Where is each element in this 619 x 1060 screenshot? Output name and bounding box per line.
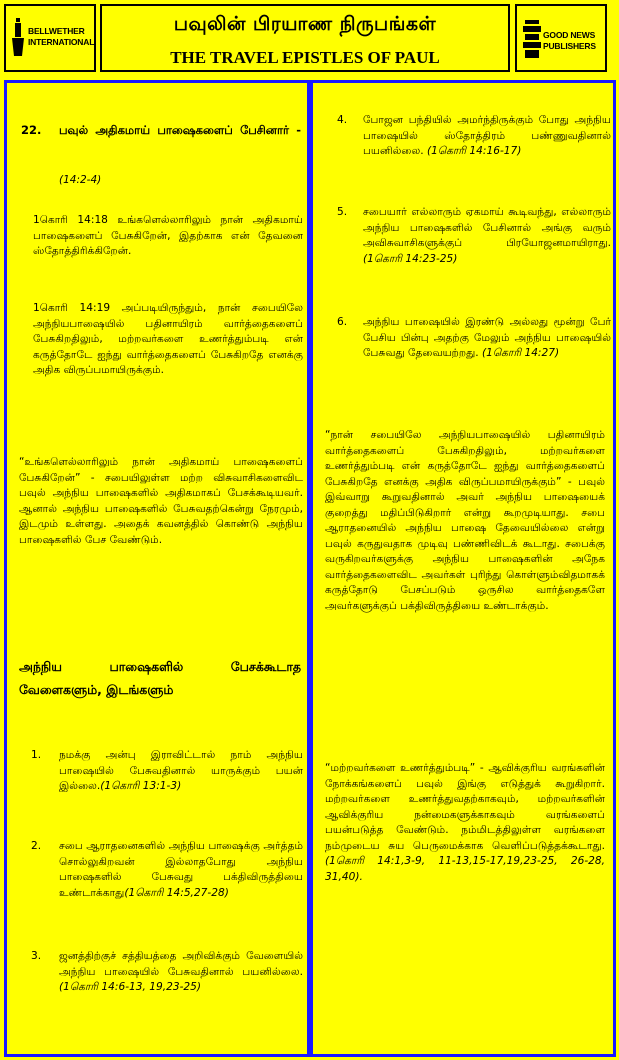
right-column [310, 80, 616, 1057]
topic-title: பவுல் அதிகமாய் பாஷைகளைப் பேசினார் - [59, 123, 301, 137]
list-text [363, 205, 611, 267]
list-number: 5. [337, 206, 348, 218]
list-text [363, 315, 611, 362]
list-text [363, 113, 611, 160]
list-number: 4. [337, 114, 348, 126]
topic-ref: (14:2-4) [59, 174, 102, 186]
item-text: சபை ஆராதனைகளில் அந்நிய பாஷைக்கு அர்த்தம் சொல்லுகிறவன் இல்லாதபோது அந்நிய பாஷைகளில் பேசுவது பக்திவிருத்தியை உண்டாக்காது [59, 840, 303, 899]
bellwether-logo [4, 4, 96, 72]
item-ref: (1கொரி 13:1-3) [100, 780, 182, 792]
commentary-paragraph: “உங்களெல்லாரிலும் நான் அதிகமாய் பாஷைகளைப் பேசுகிறேன்” - சபையிலுள்ள மற்ற விசுவாசிகளைவிட பவுல் அந்நிய பாஷைகளில் அதிகமாகப் பேசக்கூடியவர். ஆனால் அந்நிய பாஷைகளில் பேசுவதற்கென்று நேரமும், இடமும் உள்ளது. அதைக் கவனத்தில் கொண்டு அந்நிய பாஷைகளில் பேச வேண்டும். [19, 456, 303, 546]
item-ref: (1கொரி 14:23-25) [363, 252, 458, 265]
item-text: சபையார் எல்லாரும் ஏகமாய் கூடிவந்து, எல்லாரும் அந்நிய பாஷைகளில் பேசினால் அங்கு வரும் அவிசுவாசிகளுக்குப் பிரயோஜனமாயிராது. [363, 206, 611, 249]
item-ref: (1கொரி 14:27) [482, 347, 560, 359]
list-item [337, 315, 611, 395]
list-number: 3. [31, 950, 42, 962]
page-title-english: THE TRAVEL EPISTLES OF PAUL [170, 48, 440, 67]
item-ref: (1கொரி 14:6-13, 19,23-25) [59, 981, 202, 993]
page-title-tamil: பவுலின் பிரயாண நிருபங்கள் [173, 13, 437, 35]
commentary-paragraph-1: “நான் சபையிலே அந்நியபாஷையில் பதினாயிரம் வார்த்தைகளைப் பேசுகிறதிலும், மற்றவர்களை உணர்த்தும்படி என் கருத்தோடே ஐந்து வார்த்தைகளைப் பேசுகிறதே எனக்கு அதிக விருப்பமாயிருக்கும்” - பவுல் இவ்வாறு கூறுவதினால் அவர் அந்நிய பாஷையைக் குறைத்து மதிப்பிடுகிறார் என்று கூறமுடியாது. சபை ஆராதனையில் அந்நிய பாஷை தேவையில்லை என்று பவுல் கருதுவதாக முடிவு பண்ணிவிடக் கூடாது. சபைக்கு வருகிறவர்களுக்கு அந்நிய பாஷைகளின் அநேக வார்த்தைகளைவிட அவர்கள் புரிந்து கொள்ளும்விதமாகக் கருத்தோடு பேசப்படும் ஒருசில வார்த்தைகளே அவர்களுக்குப் பக்திவிருத்தியை உண்டாக்கும். [325, 429, 605, 612]
item-text: போஜன பந்தியில் அமர்ந்திருக்கும் போது அந்நிய பாஷையில் ஸ்தோத்திரம் பண்ணுவதினால் பயனில்லை. [363, 114, 611, 157]
figure-icon [10, 18, 26, 58]
item-ref: (1கொரி 14:5,27-28) [124, 886, 229, 899]
list-item [337, 205, 611, 285]
books-icon [523, 20, 541, 60]
verse-paragraph-1: 1கொரி 14:18 உங்களெல்லாரிலும் நான் அதிகமாய் பாஷைகளைப் பேசுகிறேன், இதற்காக என் தேவனை ஸ்தோத்திரிக்கிறேன். [33, 214, 303, 257]
good-news-logo [515, 4, 607, 72]
topic-number: 22. [21, 123, 42, 137]
bellwether-logo-text: BELLWETHER INTERNATIONAL [28, 26, 95, 47]
good-news-logo-text: GOOD NEWS PUBLISHERS [543, 30, 596, 51]
item-text: நமக்கு அன்பு இராவிட்டால் நாம் அந்நிய பாஷையில் பேசுவதினால் யாருக்கும் பயன் இல்லை. [59, 749, 303, 792]
item-text: அந்நிய பாஷையில் இரண்டு அல்லது மூன்று பேர் பேசிய பின்பு அதற்கு மேலும் அந்நிய பாஷையில் பேசுவது தேவையற்றது. [363, 316, 611, 359]
item-text: ஜனத்திற்குச் சத்தியத்தை அறிவிக்கும் வேளையில் அந்நிய பாஷையில் பேசுவதினால் பயனில்லை. [59, 950, 303, 978]
section-heading: அந்நிய பாஷைகளில் பேசக்கூடாத வேளைகளும், இடங்களும் [19, 659, 301, 697]
commentary-ref: (1கொரி 14:1,3-9, 11-13,15-17,19,23-25, 26-28, 31,40). [325, 855, 605, 883]
left-column [4, 80, 310, 1057]
list-text [59, 839, 303, 901]
item-ref: (1கொரி 14:16-17) [427, 145, 522, 157]
list-item [31, 949, 303, 1029]
list-number: 1. [31, 749, 42, 761]
list-item [31, 748, 303, 828]
commentary-text: “மற்றவர்களை உணர்த்தும்படி” - ஆவிக்குரிய வரங்களின் நோக்கங்களைப் பவுல் இங்கு எடுத்துக் கூறுகிறார். மற்றவர்களை உணர்த்துவதற்காகவும், மற்றவர்களின் ஆவிக்குரிய நன்மைகளுக்காகவும் வரங்களைப் பயன்படுத்த வேண்டும். நம்மிடத்திலுள்ள வரங்களை நம்முடைய சுய பெருமைக்காக வெளிப்படுத்தக்கூடாது. [325, 762, 605, 852]
list-text [59, 748, 303, 795]
commentary-paragraph-2 [325, 761, 605, 885]
list-number: 2. [31, 840, 42, 852]
list-number: 6. [337, 316, 348, 328]
title-box [100, 4, 510, 72]
list-item [31, 839, 303, 919]
verse-paragraph-2: 1கொரி 14:19 அப்படியிருந்தும், நான் சபையிலே அந்நியபாஷையில் பதினாயிரம் வார்த்தைகளைப் பேசுகிறதிலும், மற்றவர்களை உணர்த்தும்படி என் கருத்தோடே ஐந்து வார்த்தைகளைப் பேசுகிறதே எனக்கு அதிக விருப்பமாயிருக்கும். [33, 302, 303, 376]
header [0, 0, 619, 78]
list-text [59, 949, 303, 996]
list-item [337, 113, 611, 193]
